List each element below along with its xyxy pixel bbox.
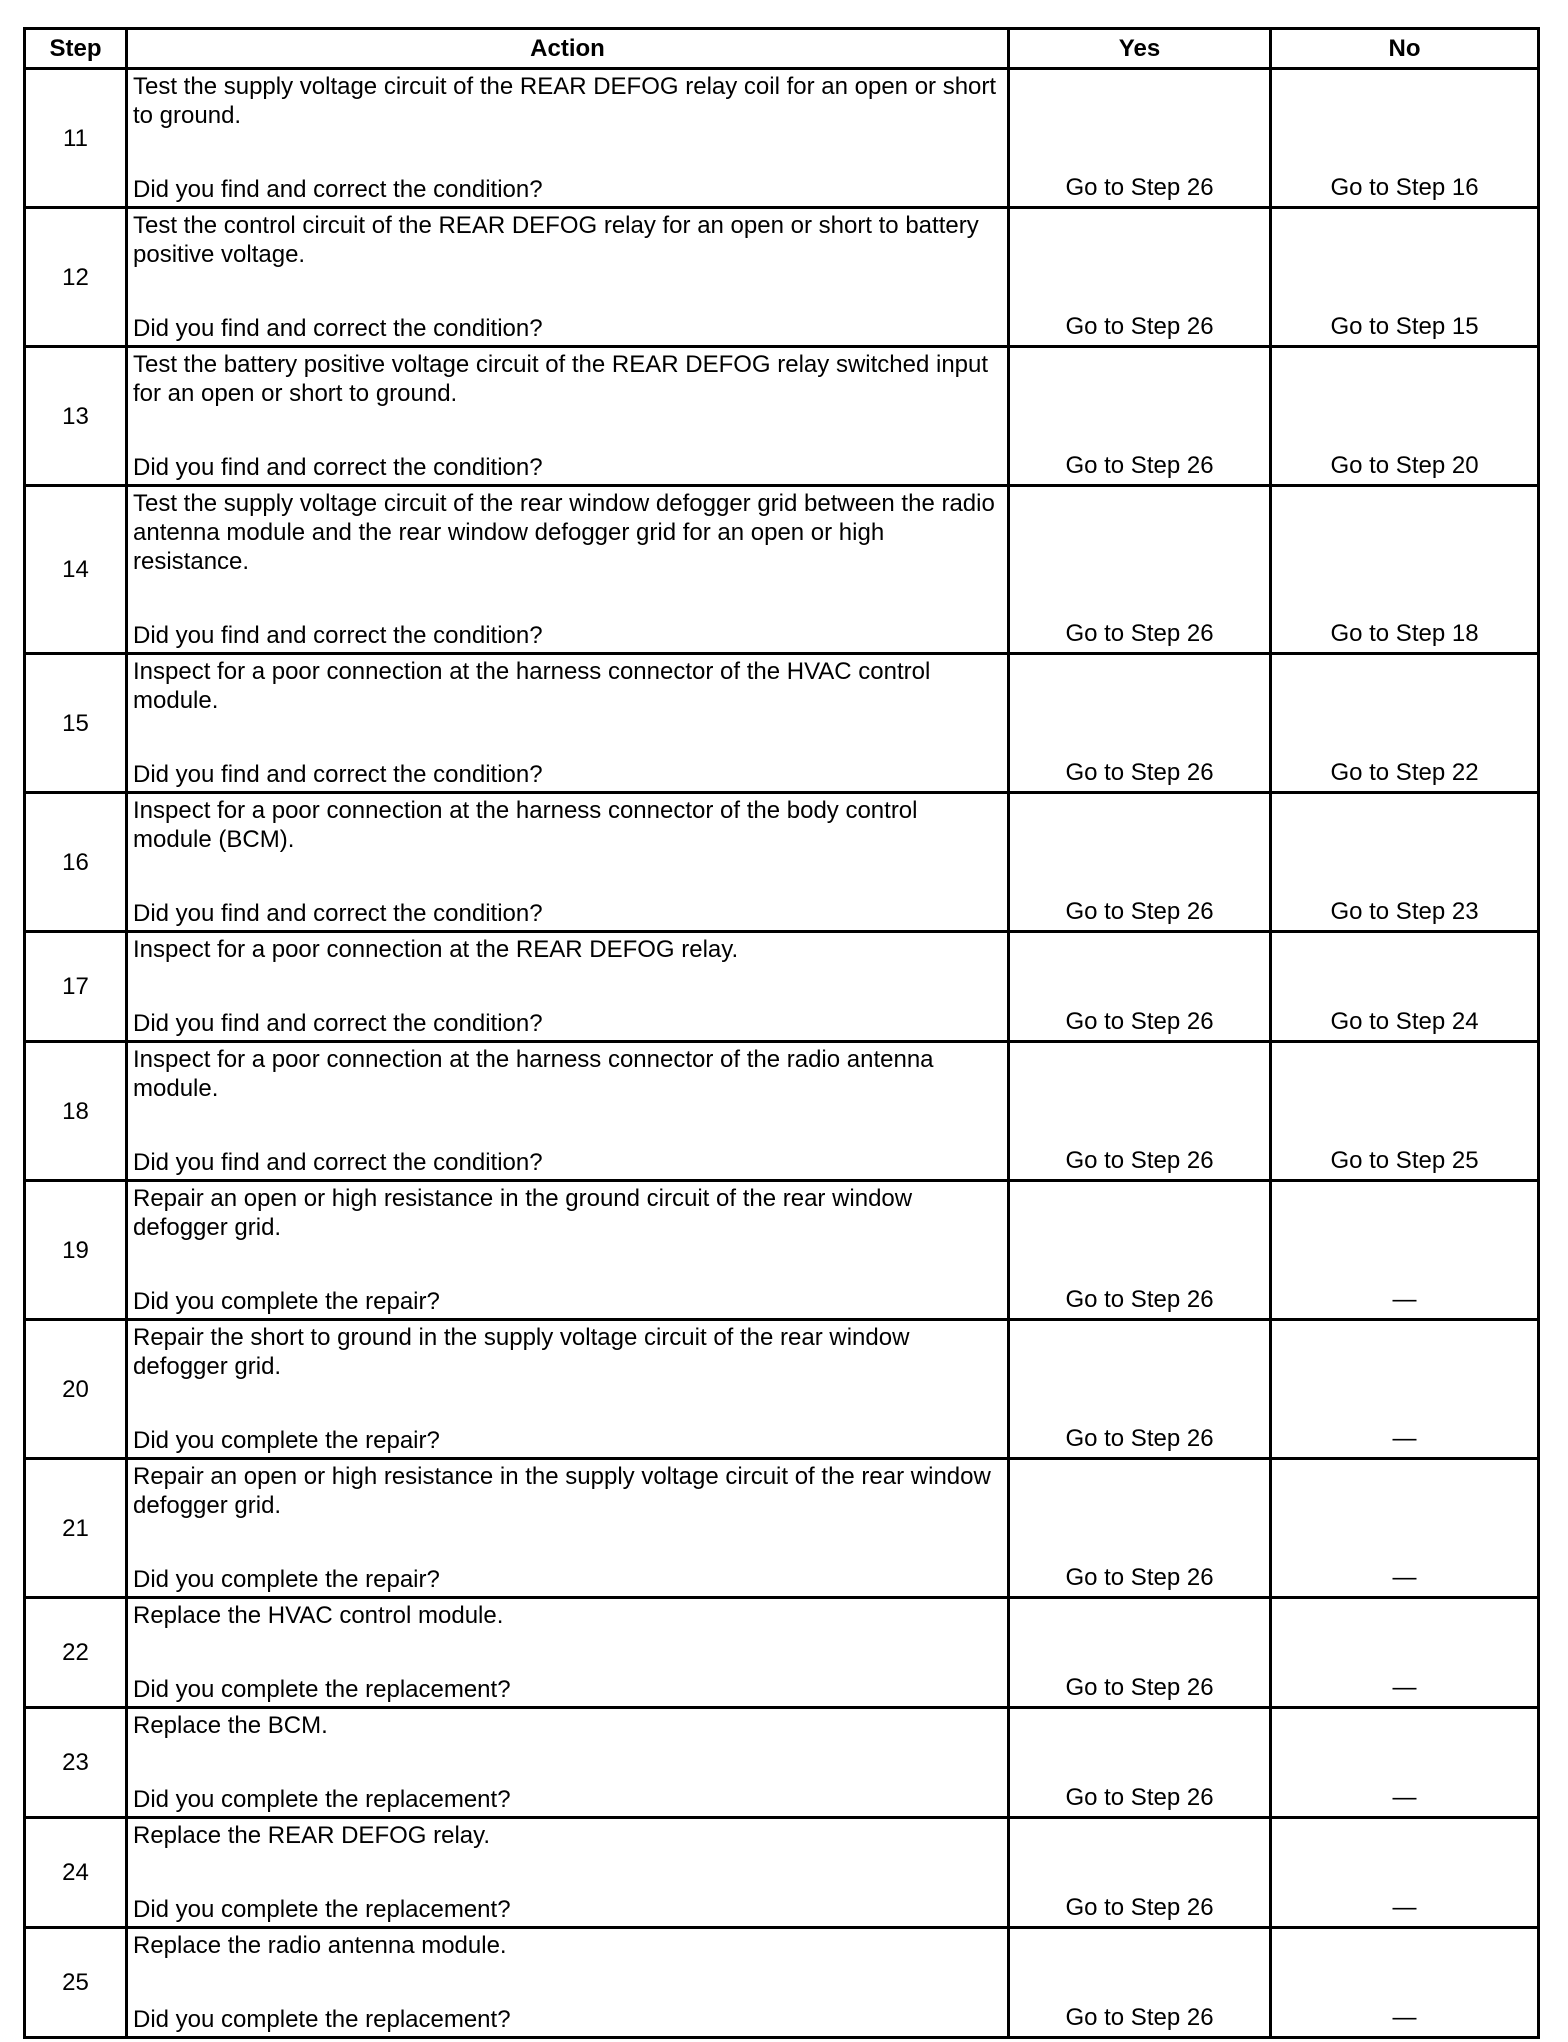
action-cell: [127, 932, 1009, 1042]
yes-result: Go to Step 26: [1009, 1708, 1271, 1818]
header-yes: Yes: [1009, 29, 1271, 69]
action-question: Did you complete the replacement?: [133, 1786, 511, 1813]
step-number: 14: [25, 486, 127, 654]
yes-result: Go to Step 26: [1009, 1818, 1271, 1928]
step-number: 11: [25, 69, 127, 208]
step-number: 23: [25, 1708, 127, 1818]
action-question: Did you complete the replacement?: [133, 1676, 511, 1703]
table-row: [25, 654, 1539, 793]
no-result: Go to Step 25: [1271, 1042, 1539, 1181]
no-result: Go to Step 18: [1271, 486, 1539, 654]
no-result: Go to Step 24: [1271, 932, 1539, 1042]
action-question: Did you find and correct the condition?: [133, 176, 543, 203]
yes-result: Go to Step 26: [1009, 654, 1271, 793]
table-row: [25, 69, 1539, 208]
action-instruction: Inspect for a poor connection at the harness connector of the radio antenna module.: [133, 1046, 934, 1102]
yes-result: Go to Step 26: [1009, 1928, 1271, 2038]
no-result: —: [1271, 1928, 1539, 2038]
table-row: [25, 1042, 1539, 1181]
yes-result: Go to Step 26: [1009, 486, 1271, 654]
action-cell: [127, 1708, 1009, 1818]
table-row: [25, 932, 1539, 1042]
table-row: [25, 486, 1539, 654]
action-instruction: Test the battery positive voltage circuit of the REAR DEFOG relay switched input for an open or short to ground.: [133, 351, 989, 407]
action-instruction: Replace the REAR DEFOG relay.: [133, 1822, 491, 1849]
action-cell: [127, 69, 1009, 208]
action-cell: [127, 1459, 1009, 1598]
no-result: —: [1271, 1320, 1539, 1459]
action-cell: [127, 1181, 1009, 1320]
header-step: Step: [25, 29, 127, 69]
yes-result: Go to Step 26: [1009, 932, 1271, 1042]
step-number: 22: [25, 1598, 127, 1708]
step-number: 21: [25, 1459, 127, 1598]
action-instruction: Inspect for a poor connection at the harness connector of the body control module (BCM).: [133, 797, 918, 853]
yes-result: Go to Step 26: [1009, 793, 1271, 932]
step-number: 12: [25, 208, 127, 347]
no-result: —: [1271, 1598, 1539, 1708]
step-number: 13: [25, 347, 127, 486]
action-instruction: Replace the BCM.: [133, 1712, 328, 1739]
no-result: —: [1271, 1818, 1539, 1928]
action-question: Did you find and correct the condition?: [133, 1010, 543, 1037]
action-cell: [127, 1320, 1009, 1459]
action-question: Did you find and correct the condition?: [133, 454, 543, 481]
table-row: [25, 1181, 1539, 1320]
action-question: Did you complete the repair?: [133, 1566, 440, 1593]
table-row: [25, 1320, 1539, 1459]
no-result: Go to Step 20: [1271, 347, 1539, 486]
step-number: 19: [25, 1181, 127, 1320]
action-question: Did you find and correct the condition?: [133, 622, 543, 649]
action-cell: [127, 347, 1009, 486]
step-number: 25: [25, 1928, 127, 2038]
action-cell: [127, 208, 1009, 347]
action-question: Did you find and correct the condition?: [133, 900, 543, 927]
action-question: Did you find and correct the condition?: [133, 1149, 543, 1176]
step-number: 20: [25, 1320, 127, 1459]
action-cell: [127, 486, 1009, 654]
header-no: No: [1271, 29, 1539, 69]
header-action: Action: [127, 29, 1009, 69]
no-result: —: [1271, 1708, 1539, 1818]
action-cell: [127, 1042, 1009, 1181]
table-row: [25, 793, 1539, 932]
action-question: Did you find and correct the condition?: [133, 315, 543, 342]
diagnostic-table: [23, 27, 1540, 2039]
no-result: Go to Step 15: [1271, 208, 1539, 347]
step-number: 24: [25, 1818, 127, 1928]
step-number: 18: [25, 1042, 127, 1181]
table-row: [25, 1928, 1539, 2038]
header-row: [25, 29, 1539, 69]
action-cell: [127, 1818, 1009, 1928]
no-result: —: [1271, 1181, 1539, 1320]
yes-result: Go to Step 26: [1009, 1042, 1271, 1181]
table-row: [25, 1818, 1539, 1928]
action-instruction: Repair an open or high resistance in the supply voltage circuit of the rear window defogger grid.: [133, 1463, 991, 1519]
action-cell: [127, 1928, 1009, 2038]
action-instruction: Replace the HVAC control module.: [133, 1602, 504, 1629]
action-instruction: Inspect for a poor connection at the REAR DEFOG relay.: [133, 936, 739, 963]
action-instruction: Test the control circuit of the REAR DEFOG relay for an open or short to battery positive voltage.: [133, 212, 979, 268]
step-number: 17: [25, 932, 127, 1042]
action-instruction: Repair an open or high resistance in the ground circuit of the rear window defogger grid.: [133, 1185, 913, 1241]
action-question: Did you find and correct the condition?: [133, 761, 543, 788]
action-instruction: Inspect for a poor connection at the harness connector of the HVAC control module.: [133, 658, 931, 714]
action-cell: [127, 793, 1009, 932]
action-instruction: Test the supply voltage circuit of the rear window defogger grid between the radio antenna module and the rear window defogger grid for an open or high resistance.: [133, 490, 995, 575]
action-cell: [127, 1598, 1009, 1708]
no-result: Go to Step 23: [1271, 793, 1539, 932]
action-question: Did you complete the repair?: [133, 1427, 440, 1454]
action-cell: [127, 654, 1009, 793]
table-row: [25, 1459, 1539, 1598]
table-row: [25, 1708, 1539, 1818]
action-instruction: Repair the short to ground in the supply voltage circuit of the rear window defogger grid.: [133, 1324, 910, 1380]
action-question: Did you complete the replacement?: [133, 1896, 511, 1923]
table-row: [25, 1598, 1539, 1708]
action-question: Did you complete the repair?: [133, 1288, 440, 1315]
yes-result: Go to Step 26: [1009, 208, 1271, 347]
yes-result: Go to Step 26: [1009, 347, 1271, 486]
yes-result: Go to Step 26: [1009, 69, 1271, 208]
no-result: Go to Step 22: [1271, 654, 1539, 793]
yes-result: Go to Step 26: [1009, 1320, 1271, 1459]
table-row: [25, 208, 1539, 347]
action-question: Did you complete the replacement?: [133, 2006, 511, 2033]
yes-result: Go to Step 26: [1009, 1459, 1271, 1598]
no-result: Go to Step 16: [1271, 69, 1539, 208]
action-instruction: Test the supply voltage circuit of the REAR DEFOG relay coil for an open or short to ground.: [133, 73, 997, 129]
step-number: 15: [25, 654, 127, 793]
action-instruction: Replace the radio antenna module.: [133, 1932, 507, 1959]
yes-result: Go to Step 26: [1009, 1181, 1271, 1320]
no-result: —: [1271, 1459, 1539, 1598]
step-number: 16: [25, 793, 127, 932]
yes-result: Go to Step 26: [1009, 1598, 1271, 1708]
table-row: [25, 347, 1539, 486]
